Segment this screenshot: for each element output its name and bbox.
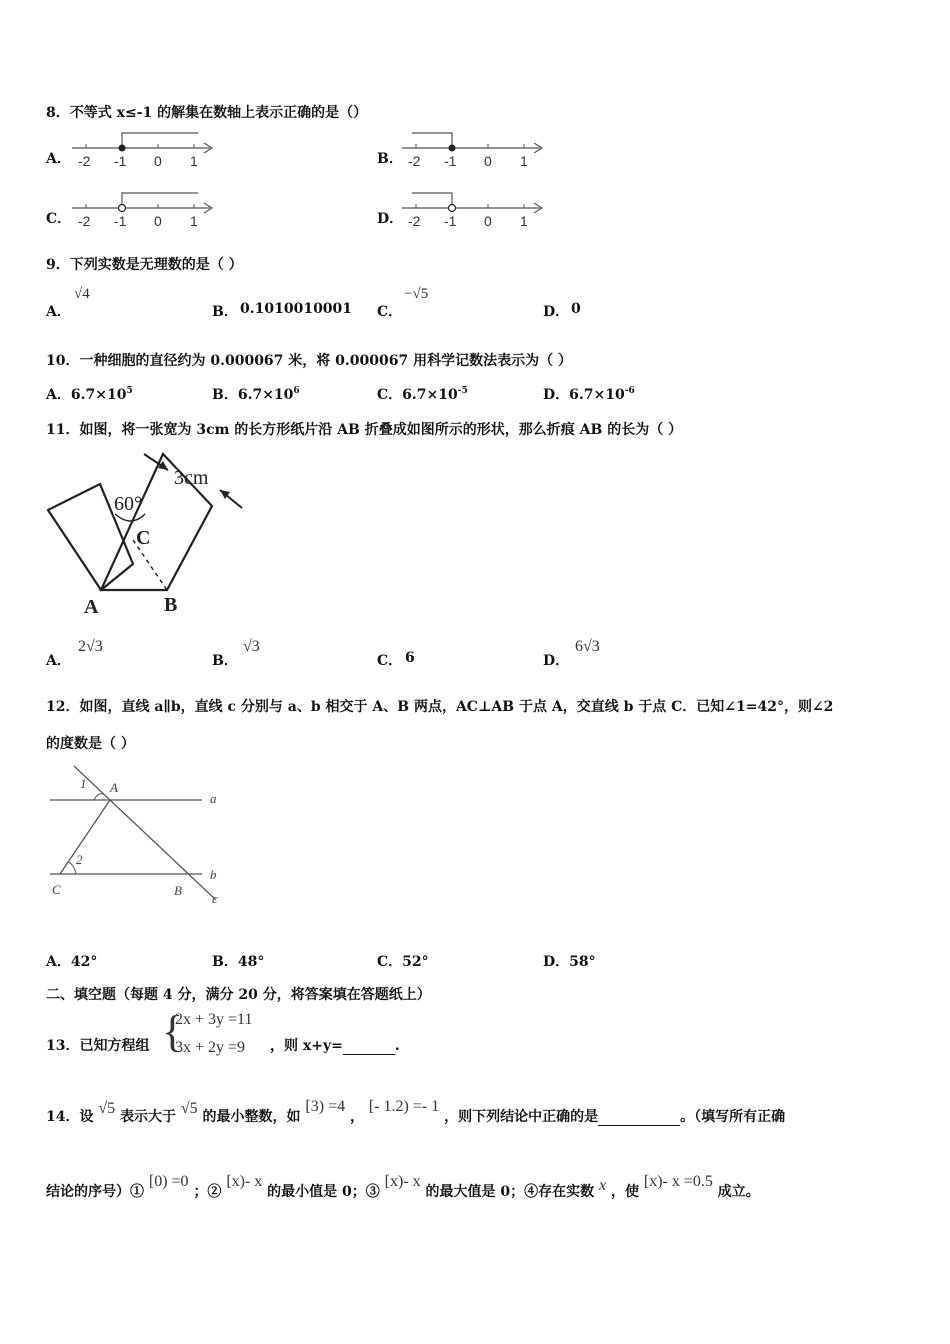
tick-label: -2 <box>408 153 421 169</box>
q11-point-b: B <box>164 594 178 616</box>
q9-option-c-value: −√5 <box>404 286 429 302</box>
q12-point-c: C <box>52 882 61 897</box>
q9-option-d-label: D． <box>543 304 570 320</box>
q13-equation-1: 2x + 3y =11 <box>175 1011 253 1028</box>
tick-label: -1 <box>444 213 457 229</box>
tick-label: 0 <box>154 213 162 229</box>
tick-label: 0 <box>154 153 162 169</box>
q14-line2: 结论的序号）① [0) =0 ；② [x)- x 的最小值是 0；③ [x)- x 的最大值是 0；④存在实数 x ，使 [x)- x =0.5 成立。 <box>46 1173 760 1200</box>
tick-label: -2 <box>78 153 91 169</box>
tick-label: 0 <box>484 213 492 229</box>
q9-option-a-value: √4 <box>74 286 90 302</box>
q12-stem-line1: 12．如图，直线 a∥b，直线 c 分别与 a、b 相交于 A、B 两点，AC⊥AB 于点 A，交直线 b 于点 C．已知∠1=42°，则∠2 <box>46 699 834 715</box>
q12-option-b: B．48° <box>212 954 265 970</box>
q11-option-b-label: B． <box>212 653 238 669</box>
tick-label: -1 <box>444 153 457 169</box>
tick-label: 1 <box>520 213 528 229</box>
tick-label: 1 <box>190 153 198 169</box>
q12-line-b: b <box>210 867 217 882</box>
q11-option-d-label: D． <box>543 653 570 669</box>
q12-option-a: A．42° <box>46 954 98 970</box>
q12-point-b: B <box>174 883 182 898</box>
q11-fold-figure <box>40 448 255 620</box>
q9-option-d-value: 0 <box>571 301 581 317</box>
q13-prefix: 13．已知方程组 <box>46 1038 150 1054</box>
q13-brace: { <box>162 1007 184 1056</box>
q12-point-a: A <box>110 780 118 795</box>
tick-label: 1 <box>190 213 198 229</box>
q8-option-b-numberline <box>398 128 548 172</box>
q8-option-a-numberline <box>68 128 218 172</box>
q14-line1: 14．设 √5 表示大于 √5 的最小整数，如 [3) =4 ， [- 1.2) =- 1 ，则下列结论中正确的是 。（填写所有正确 <box>46 1098 786 1125</box>
q12-option-d: D．58° <box>543 954 596 970</box>
tick-label: 1 <box>520 153 528 169</box>
q11-option-c-label: C． <box>377 653 403 669</box>
q11-option-c-value: 6 <box>405 650 415 666</box>
q9-option-b-value: 0.1010010001 <box>240 301 353 317</box>
q12-angle-2: 2 <box>76 852 83 867</box>
tick-label: -1 <box>114 213 127 229</box>
q9-option-a-label: A． <box>46 304 71 320</box>
q11-option-a-value: 2√3 <box>78 638 103 655</box>
section2-title: 二、填空题（每题 4 分，满分 20 分，将答案填在答题纸上） <box>46 987 431 1003</box>
q13-equation-2: 3x + 2y =9 <box>175 1039 246 1056</box>
q11-point-a: A <box>84 596 99 618</box>
q10-option-d: D．$6.7\times 10^{-6}$ <box>543 386 635 403</box>
q11-option-d-value: 6√3 <box>575 638 600 655</box>
q12-line-c: c <box>212 891 218 906</box>
q11-point-c: C <box>136 527 151 549</box>
q12-parallel-lines-figure <box>44 762 234 910</box>
q8-option-d-numberline <box>398 188 548 232</box>
q8-option-d-label: D． <box>377 211 404 227</box>
q8-option-c-label: C． <box>46 211 72 227</box>
q11-option-a-label: A． <box>46 653 71 669</box>
q8-option-a-label: A． <box>46 151 71 167</box>
q11-option-b-value: √3 <box>243 638 260 655</box>
q10-option-b: B．$6.7\times 10^6$ <box>212 386 300 403</box>
tick-label: -1 <box>114 153 127 169</box>
q8-option-c-numberline <box>68 188 218 232</box>
tick-label: -2 <box>408 213 421 229</box>
q12-angle-1: 1 <box>80 776 87 791</box>
q13-answer: ，则 x+y= . <box>270 1038 400 1054</box>
q9-option-c-label: C． <box>377 304 403 320</box>
q10-option-a: A．$6.7\times 10^5$ <box>46 386 133 403</box>
tick-label: 0 <box>484 153 492 169</box>
tick-label: -2 <box>78 213 91 229</box>
q10-option-c: C．$6.7\times 10^{-5}$ <box>377 386 468 403</box>
q9-stem: 9．下列实数是无理数的是（ ） <box>46 257 243 273</box>
q9-option-b-label: B． <box>212 304 238 320</box>
q8-stem: 8．不等式 x≤-1 的解集在数轴上表示正确的是（） <box>46 105 368 121</box>
q8-option-b-label: B． <box>377 151 403 167</box>
q11-width-label: 3cm <box>174 467 209 489</box>
q11-stem: 11．如图，将一张宽为 3cm 的长方形纸片沿 AB 折叠成如图所示的形状，那么折痕 AB 的长为（ ） <box>46 422 683 438</box>
q12-line-a: a <box>210 791 217 806</box>
q10-stem: 10．一种细胞的直径约为 0.000067 米，将 0.000067 用科学记数法表示为（ ） <box>46 353 572 369</box>
q12-option-c: C．52° <box>377 954 429 970</box>
q12-stem-line2: 的度数是（ ） <box>46 736 135 752</box>
q11-angle-label: 60° <box>114 493 142 515</box>
